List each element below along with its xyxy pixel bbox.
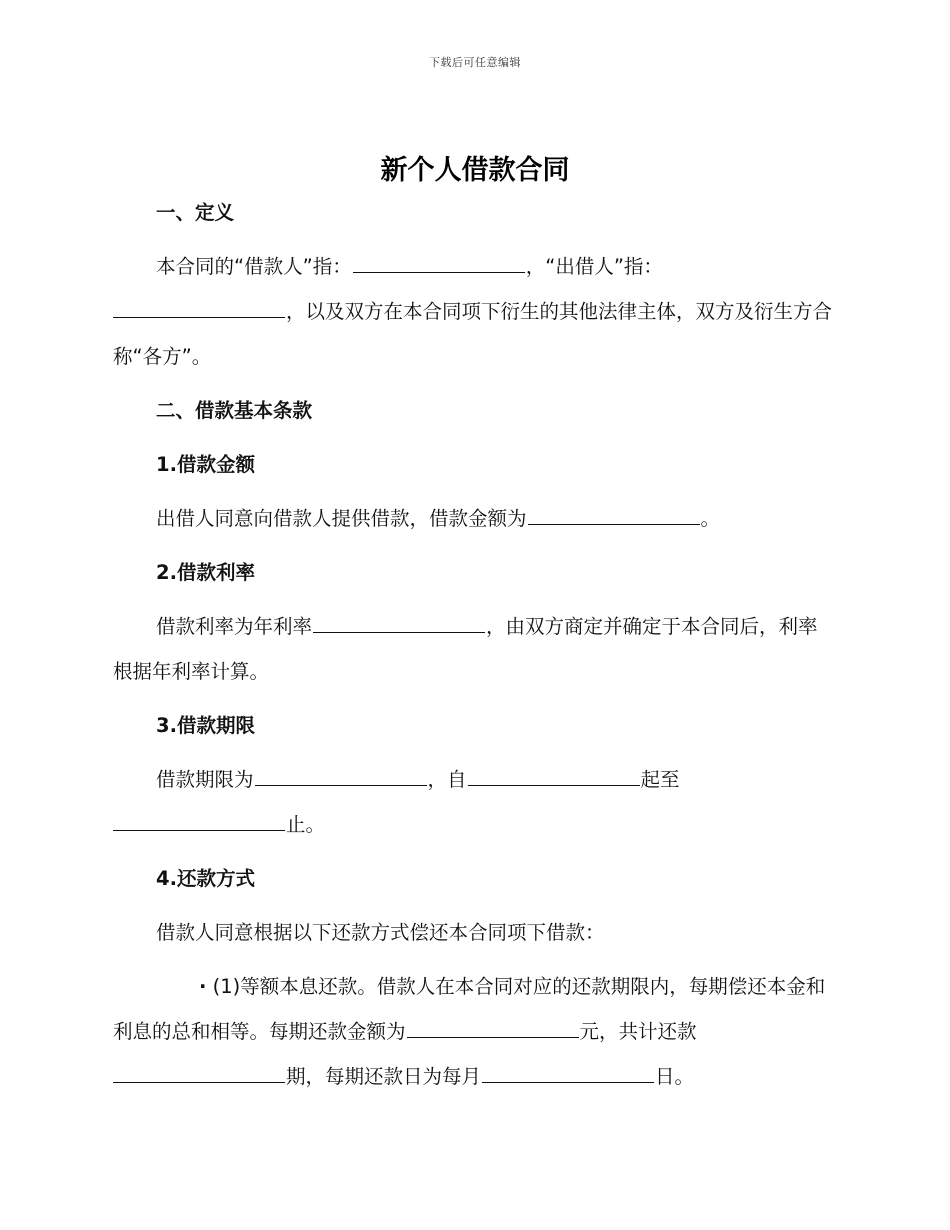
loan-amount-blank[interactable] <box>528 523 700 525</box>
definitions-text-a: 本合同的“借款人”指： <box>156 255 352 278</box>
installment-day-blank[interactable] <box>482 1081 654 1083</box>
repayment-item-text-a: (1)等额本息还款。借款人在本合同对应的还款期限内，每期偿还本金和利息的总和相等。每期还款金额为 <box>113 975 826 1043</box>
subheading-loan-amount: 1.借款金额 <box>156 453 255 476</box>
bullet-dot: · <box>199 975 207 998</box>
loan-term-paragraph <box>113 757 833 847</box>
repayment-intro-paragraph: 借款人同意根据以下还款方式偿还本合同项下借款： <box>156 921 605 944</box>
repayment-item-text-b: 元，共计还款 <box>579 1020 697 1043</box>
installment-count-blank[interactable] <box>113 1081 285 1083</box>
section-heading-definitions: 一、定义 <box>156 201 235 224</box>
loan-term-text-d: 止。 <box>286 813 326 836</box>
borrower-blank[interactable] <box>353 271 525 273</box>
loan-term-text-c: 起至 <box>640 768 680 791</box>
repayment-item-text-c: 期，每期还款日为每月 <box>286 1065 482 1088</box>
header-note: 下载后可任意编辑 <box>429 56 521 69</box>
contract-title: 新个人借款合同 <box>380 155 570 186</box>
subheading-interest-rate: 2.借款利率 <box>156 561 255 584</box>
interest-rate-text-b: ，由双方商定并确定于本合同后，利率根据年利率计算。 <box>113 615 818 683</box>
loan-term-duration-blank[interactable] <box>255 784 427 786</box>
interest-rate-blank[interactable] <box>313 631 485 633</box>
definitions-paragraph <box>113 244 833 379</box>
definitions-text-b: ，“出借人”指： <box>525 255 663 278</box>
interest-rate-paragraph <box>113 604 833 694</box>
loan-amount-paragraph <box>113 496 833 541</box>
definitions-text-c: ，以及双方在本合同项下衍生的其他法律主体，双方及衍生方合称“各方”。 <box>113 300 833 368</box>
repayment-item-text-d: 日。 <box>655 1065 695 1088</box>
contract-body <box>113 190 833 1099</box>
subheading-repayment-method: 4.还款方式 <box>156 867 255 890</box>
lender-blank[interactable] <box>113 316 285 318</box>
repayment-item-equal-installments <box>113 964 833 1099</box>
interest-rate-text-a: 借款利率为年利率 <box>156 615 313 638</box>
loan-term-text-b: ，自 <box>427 768 467 791</box>
installment-amount-blank[interactable] <box>407 1036 579 1038</box>
loan-term-text-a: 借款期限为 <box>156 768 254 791</box>
section-heading-basic-terms: 二、借款基本条款 <box>156 399 313 422</box>
loan-amount-text-a: 出借人同意向借款人提供借款，借款金额为 <box>156 507 527 530</box>
loan-amount-text-b: 。 <box>700 507 721 530</box>
subheading-loan-term: 3.借款期限 <box>156 714 255 737</box>
loan-term-end-blank[interactable] <box>113 829 285 831</box>
loan-term-start-blank[interactable] <box>468 784 640 786</box>
